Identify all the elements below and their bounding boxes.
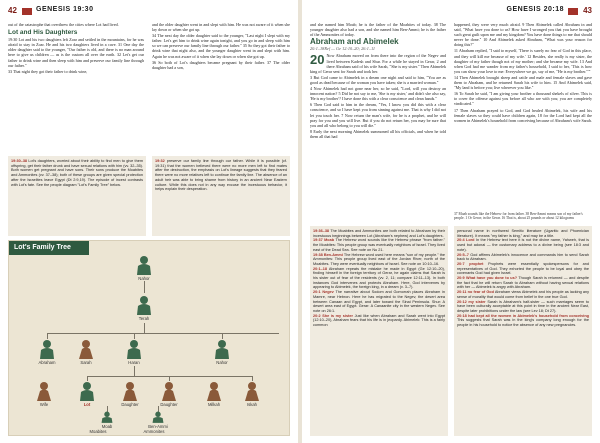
- person-iskah: Iskah: [237, 381, 267, 407]
- man-figure-icon: [213, 339, 231, 359]
- note-text: preserve our family line through our father. While it is possible (cf. 19:31) that the women believed there were no more men left to find mates after the destruction, the emphasis on Lot's lineage suggests that they feared there were no more relatives left to continue the family line. The absence of an adult heir was able to bring shame from history in an ancient Near Eastern culture. While this does not in any way excuse the incestuous behavior, it helps explain their desperation.: [155, 159, 287, 192]
- note: 20:9 What have you done to us? Though Sarah is returned — and despite the fact that he will return Sarah to Abraham without having sexual relations with her — Abimelek is angry with Abraham.: [457, 276, 589, 290]
- section-cross-reference: 20:1–18Ref — Ge 12:10–20; 26:1–11: [310, 46, 376, 52]
- person-haran: Haran: [119, 339, 149, 365]
- note-text: Lot's daughters, worried about their ability to find men to give them offspring, get their father drunk and have sexual relations with him (vv. 32–35). Both women get pregnant and have sons. Their sons produce the Moabites and Ammonites (vv. 37–38); both of these groups are given special protection after the Israelites leave Egypt (Dt 2:9,19). The episode of incest contrasts with Lot's fate. See the people diagram "Lot's Family Tree" below.: [11, 159, 143, 187]
- woman-figure-icon: [205, 381, 223, 401]
- note: 20:2 She is my sister Just like when Abraham and Sarah went into Egypt (12:10–20), Abraham fears that his life is in jeopardy. Abimelek: This is a fairly common: [313, 313, 445, 328]
- paragraph: 17 Then Abraham prayed to God, and God healed Abimelek, his wife and his female slaves so they could have children again, 18 for the Lord had kept all the women in Abimelek's household from conceiving because of Abraham's wife Sarah.: [454, 107, 592, 123]
- woman-figure-icon: [243, 381, 261, 401]
- page-number: 42: [8, 6, 17, 15]
- lots-family-tree: [8, 240, 290, 436]
- person-ben-ammi: Ben-Ammi: [143, 411, 173, 429]
- paragraph: 20 Now Abraham moved on from there into the region of the Negev and lived between Kadesh and Shur. For a while he stayed in Gerar, 2 and there Abraham said of his wife Sarah, "She is my sister." Then Abimelek king of Gerar sent for Sarah and took her.: [310, 52, 446, 74]
- woman-figure-icon: [77, 339, 95, 359]
- tree-connector: [144, 281, 145, 293]
- paragraph: 8 Early the next morning Abimelek summoned all his officials, and when he told them all that had: [310, 128, 446, 139]
- paragraph: 14 Then Abimelek brought sheep and cattle and male and female slaves and gave them to Abraham, and he returned Sarah his wife to him. 15 And Abimelek said, "My land is before you; live wherever you like.": [454, 74, 592, 91]
- man-figure-icon: [151, 411, 165, 423]
- person-sarah: Sarah: [71, 339, 101, 365]
- note: 20:12 my sister Sarah is Abraham's half-sister — such marriages seem to have been culturally acceptable at this point in time in the ancient Near East, despite later prohibitions under the law (see Lev 18; Dt 27).: [457, 299, 589, 313]
- right-page: [302, 0, 600, 443]
- people-ammonites: Ammonites: [143, 429, 165, 434]
- chapter-number: 20: [310, 52, 325, 68]
- paragraph: 6 Then God said to him in the dream, "Yes, I know you did this with a clear conscience, and so I have kept you from sinning against me. That is why I did not let you touch her. 7 Now return the man's wife, for he is a prophet, and he will pray for you and you will live. But if you do not return her, you may be sure that you and all who belong to you will die.": [310, 102, 446, 128]
- person-daughter: Daughter: [154, 381, 184, 407]
- tree-connector: [134, 366, 135, 376]
- right-column-1: [310, 22, 446, 140]
- paragraph: 16 To Sarah he said, "I am giving your brother a thousand shekels of silver. This is to cover the offense against you before all who are with you; you are completely vindicated.": [454, 91, 592, 107]
- man-figure-icon: [38, 339, 56, 359]
- study-notes: [310, 226, 448, 436]
- note: 20:5–7 God affirms Abimelek's innocence and commands him to send Sarah back to Abraham.: [457, 252, 590, 262]
- paragraph: happened, they were very much afraid. 9 Then Abimelek called Abraham in and said, "What have you done to us? How have I wronged you that you have brought such great guilt upon me and my kingdom? You have done things to me that should never be done." 10 And Abimelek asked Abraham, "What was your reason for doing this?": [454, 22, 592, 48]
- note-ref: 19:32: [155, 159, 165, 163]
- page-number: 43: [583, 6, 592, 15]
- note: 19:38 Ben-Ammi The Hebrew word used here means "son of my people." the Ammonites: This people group lived east of the Jordan River, north of the Moabites. They were eventually neighbors of Israel. See note on 10:10–16.: [313, 252, 445, 266]
- study-notes: [454, 226, 592, 436]
- paragraph: 36 So both of Lot's daughters became pregnant by their father. 37 The older daughter had a son,: [152, 59, 290, 70]
- man-figure-icon: [78, 381, 96, 401]
- note: 20:1–18 Abraham repeats the mistake he made in Egypt (Ge 12:10–20), finding himself in the foreign territory of Gerar, he again claims that Sarah is his sister out of fear of the residents (vv. 2, 11; compare 12:11–13). In both instances God intervenes and protects Abraham. Here, God intervenes by appearing to Abimelek, the foreign king, in a dream (v. 3–7).: [313, 266, 445, 290]
- person-abraham: Abraham: [32, 339, 62, 365]
- person-nahor: Nahor: [129, 255, 159, 281]
- man-figure-icon: [100, 411, 114, 423]
- study-note: [8, 156, 146, 236]
- note: 20:1 Negev The narrative about Sodom and Gomorrah places Abraham in Mamre, near Hebron. Here he has migrated to the Negev, the desert area between Canaan and Egypt, and later toward the Sinai Peninsula. Shur: A desert area east of Egypt. Gerar: A Canaanite city in the western Negev. See note on 26:1.: [313, 290, 445, 313]
- section-heading: Lot and His Daughters: [8, 29, 78, 37]
- paragraph: 19:30 Lot and his two daughters left Zoar and settled in the mountains, for he was afraid to stay in Zoar. He and his two daughters lived in a cave. 31 One day the older daughter said to the younger, "Our father is old, and there is no man around here to give us children — as is the custom all over the earth. 32 Let's get our father to drink wine and then sleep with him and preserve our family line through our father.": [8, 37, 144, 68]
- left-header: [8, 6, 290, 19]
- man-figure-icon: [135, 295, 153, 315]
- note: 20:7 prophet Prophets were essentially spokespersons for and representatives of God. They exhorted the people to be loyal and obey the covenants God had given Israel.: [457, 261, 589, 276]
- note: personal name in northwest Semitic literature (Ugaritic and Phoenician literature). It means "my father is king," and may be a title.: [457, 229, 589, 238]
- left-column-2: [152, 22, 290, 71]
- paragraph: 4 Now Abimelek had not gone near her, so he said, "Lord, will you destroy an innocent nation? 5 Did he not say to me, 'She is my sister,' and didn't she also say, 'He is my brother'? I have done this with a clear conscience and clean hands.": [310, 86, 446, 102]
- person-terah: Terah: [129, 295, 159, 321]
- tree-connector: [144, 323, 145, 333]
- note: 20:11 no fear of God Abraham views Abimelek and his people as lacking any sense of morality that would come from belief in the one true God.: [457, 290, 589, 299]
- woman-figure-icon: [160, 381, 178, 401]
- person-milkah: Milkah: [199, 381, 229, 407]
- right-header: [310, 6, 592, 19]
- running-title: GENESIS 19:30: [36, 6, 94, 13]
- paragraph: and she named him Moab; he is the father of the Moabites of today. 38 The younger daughter also had a son, and she named him Ben-Ammi; he is the father of the Ammonites of today.: [310, 22, 446, 38]
- footnotes: 37 Moab sounds like the Hebrew for from father. 38 Ben-Ammi means son of my father's people. 1 Or Gerar; in the Gerar. 16 That is, about 25 pounds or about 12 kilograms: [454, 212, 583, 221]
- woman-figure-icon: [121, 381, 139, 401]
- paragraph: 34 The next day the older daughter said to the younger, "Last night I slept with my father. Let's get him to drink wine again tonight, and you go in and sleep with him so we can preserve our family line through our father." 35 So they got their father to drink wine that night also, and the younger daughter went in and slept with him. Again he was not aware of it when she lay down or when she got up.: [152, 33, 290, 59]
- people-moabites: Moabites: [89, 429, 107, 434]
- running-title: GENESIS 20:18: [506, 6, 564, 13]
- paragraph: 11 Abraham replied, "I said to myself, 'There is surely no fear of God in this place, and they will kill me because of my wife.' 12 Besides, she really is my sister, the daughter of my father though not of my mother; and she became my wife. 13 And when God had me wander from my father's household, I said to her, 'This is how you can show your love to me: Everywhere we go, say of me, "He is my brother."'": [454, 48, 592, 74]
- person-daughter: Daughter: [115, 381, 145, 407]
- header-accent-bar: [568, 8, 578, 15]
- man-figure-icon: [135, 255, 153, 275]
- section-heading: Abraham and Abimelek: [310, 37, 399, 47]
- note: 20:18 had kept all the women in Abimelek's household from conceiving This suggests that Sarah was in the king's company long enough for the people in his household to notice the absence of any new pregnancies.: [457, 313, 589, 328]
- person-nahor-brother: Nahor: [207, 339, 237, 365]
- man-figure-icon: [125, 339, 143, 359]
- left-page: [0, 0, 298, 443]
- tree-connector: [47, 333, 279, 334]
- paragraph: and the older daughter went in and slept with him. He was not aware of it when she lay down or when she got up.: [152, 22, 290, 33]
- note: 19:37 Moab The Hebrew word sounds like the Hebrew phrase "from father." the Moabites: This people group was eventually neighbors of Israel. They lived east of the Dead Sea. See note on Nu 21.: [313, 238, 445, 252]
- woman-figure-icon: [35, 381, 53, 401]
- left-column-1: [8, 22, 144, 75]
- header-accent-bar: [22, 8, 32, 15]
- tree-title: Lot's Family Tree: [9, 241, 89, 255]
- note-ref: 19:30–38: [11, 159, 28, 163]
- note: 19:36–38 The Moabites and Ammonites are both related to Abraham by their incestuous beginnings between Lot (Abraham's nephew) and Lot's daughters.: [313, 229, 445, 238]
- person-moab: Moab: [92, 411, 122, 429]
- person-wife: Wife: [29, 381, 59, 407]
- right-column-2: [454, 22, 592, 124]
- paragraph: 33 That night they got their father to drink wine,: [8, 68, 88, 74]
- study-note: [152, 156, 290, 236]
- paragraph: 3 But God came to Abimelek in a dream one night and said to him, "You are as good as dead because of the woman you have taken; she is a married woman.": [310, 74, 446, 85]
- note: 20:4 Lord In the Hebrew text here it is not the divine name, Yahweh, that is used but adonai — the customary address to a divine being (see 18:3 and note).: [457, 238, 589, 252]
- paragraph: out of the catastrophe that overthrew the cities where Lot had lived.: [8, 22, 119, 27]
- person-lot: Lot: [72, 381, 102, 407]
